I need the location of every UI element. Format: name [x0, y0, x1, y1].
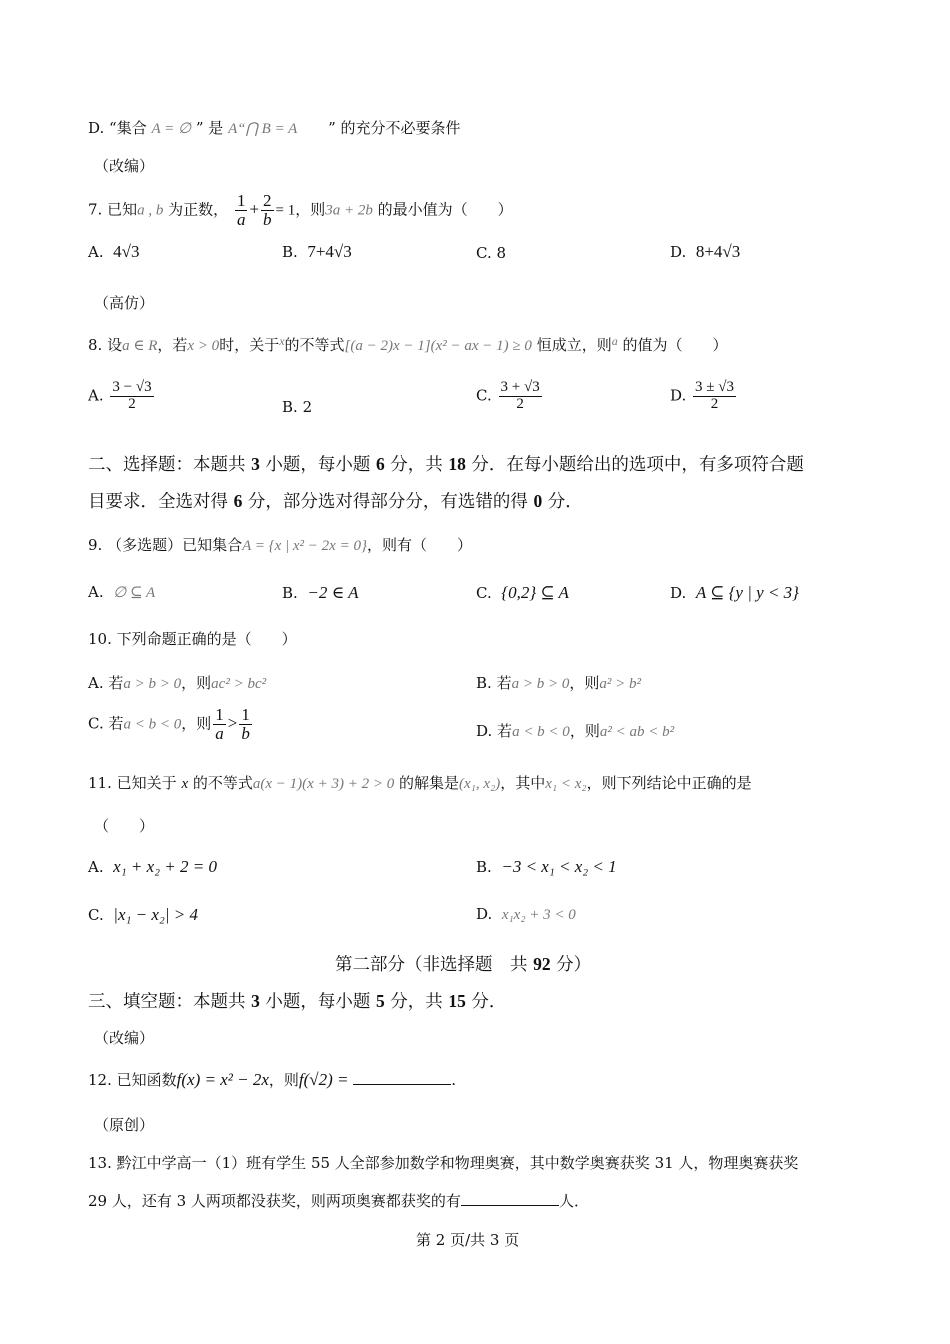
- q7-option-a: A. 4√3: [88, 242, 140, 261]
- math-expression: A = {x | x² − 2x = 0}: [242, 538, 367, 554]
- q11-option-c: C. |x₁ − x₂| > 4: [88, 905, 198, 924]
- section-3-heading: 三、填空题：本题共 3 小题，每小题 5 分，共 15 分．: [88, 991, 507, 1012]
- q8-option-d: D. $\frac{3 \pm √3}{2}$: [670, 379, 735, 412]
- q10-option-a: A. 若a > b > 0，则ac² > bc²: [88, 674, 267, 692]
- q8-option-a: A. $\frac{3 - √3}{2}$: [88, 379, 152, 412]
- fraction: $\frac{3 \pm √3}{2}$: [695, 379, 735, 412]
- q7-option-b: B. 7+4√3: [282, 242, 352, 261]
- q10-option-c: C. 若a < b < 0，则 $\frac{1}{a}$ > $\frac{1}{b}$: [88, 705, 250, 743]
- question-number: 7.: [88, 200, 103, 219]
- question-number: 9.: [88, 536, 103, 554]
- q9-option-d: D. A ⊆ {y | y < 3}: [670, 583, 799, 602]
- math-expression: a ∈ R: [122, 338, 158, 354]
- question-number: 10.: [88, 630, 112, 648]
- text: ” 的充分不必要条件: [328, 119, 461, 137]
- fraction: $\frac{3 - √3}{2}$: [112, 379, 152, 412]
- answer-blank[interactable]: [353, 1070, 451, 1085]
- math-expression: 3a + 2b: [325, 202, 373, 219]
- page-number-footer: 第 2 页/共 3 页: [416, 1231, 520, 1249]
- q6-option-d: [88, 117, 461, 138]
- text: 为正数，: [168, 200, 229, 219]
- section-2-heading-line2: 目要求．全选对得 6 分，部分选对得部分分，有选错的得 0 分．: [88, 491, 583, 512]
- question-number: 11.: [88, 774, 112, 792]
- math-expression: a , b: [137, 202, 164, 219]
- q13-stem-line1: 13. 黔江中学高一（1）班有学生 55 人全部参加数学和物理奥赛，其中数学奥赛获奖 31 人，物理奥赛获奖: [88, 1154, 799, 1172]
- q13-tag: （原创）: [94, 1116, 155, 1134]
- part-2-heading: 第二部分（非选择题 共 92 分）: [335, 954, 592, 975]
- question-number: 12.: [88, 1071, 112, 1089]
- text: “集合: [109, 119, 147, 137]
- q8-stem: 8. 设a ∈ R，若x > 0时，关于$^x$的不等式[(a − 2)x − 1](x² − ax − 1) ≥ 0 恒成立，则$^a$ 的值为（ ）: [88, 334, 728, 354]
- section-2-heading-line1: 二、选择题：本题共 3 小题，每小题 6 分，共 18 分．在每小题给出的选项中，有多项符合题: [88, 454, 804, 475]
- text: 已知: [107, 200, 138, 219]
- q10-option-d: D. 若a < b < 0，则a² < ab < b²: [476, 722, 675, 740]
- q11-option-a: A. x₁ + x₂ + 2 = 0: [88, 857, 217, 876]
- q9-option-c: C. {0,2} ⊆ A: [476, 583, 569, 602]
- math-variable: x: [279, 334, 285, 348]
- math-variable: a: [611, 334, 618, 348]
- question-number: 8.: [88, 336, 103, 354]
- math-expression: x > 0: [187, 338, 220, 354]
- math-expression: A = ∅: [151, 121, 192, 137]
- q8-option-b: B. 2: [282, 398, 313, 416]
- q11-stem: 11. 已知关于 x 的不等式a(x − 1)(x + 3) + 2 > 0 的解集是(x₁, x₂)，其中x₁ < x₂，则下列结论中正确的是: [88, 774, 752, 792]
- q12-tag: （改编）: [94, 1029, 155, 1047]
- fraction: $\frac{2}{b}$: [263, 191, 272, 229]
- q7-option-c: C. 8: [476, 244, 507, 262]
- answer-blank[interactable]: [461, 1191, 559, 1206]
- text: 的最小值为（ ）: [377, 200, 513, 219]
- q11-option-d: D. x₁x₂ + 3 < 0: [476, 905, 576, 923]
- fraction: $\frac{1}{a}$: [236, 191, 246, 229]
- q13-stem-line2: 29 人，还有 3 人两项都没获奖，则两项奥赛都获奖的有 人．: [88, 1192, 589, 1210]
- question-number: 13.: [88, 1154, 112, 1172]
- q11-option-b: B. −3 < x₁ < x₂ < 1: [476, 857, 617, 876]
- fraction: $\frac{3 + √3}{2}$: [500, 379, 540, 412]
- q9-option-b: B. −2 ∈ A: [282, 583, 359, 602]
- q7-stem: 7. 已知a , b 为正数， $\frac{1}{a}$ + $\frac{2}{b}$ = 1，则3a + 2b 的最小值为（ ）: [88, 191, 513, 229]
- math-expression: [(a − 2)x − 1](x² − ax − 1) ≥ 0: [344, 338, 532, 354]
- q10-stem: 10. 下列命题正确的是（ ）: [88, 630, 297, 648]
- q8-tag: （高仿）: [94, 294, 155, 312]
- option-label: D.: [88, 119, 105, 137]
- q12-stem: 12. 已知函数f(x) = x² − 2x，则f(√2) = .: [88, 1070, 457, 1089]
- text: ，则: [295, 200, 326, 219]
- q10-option-b: B. 若a > b > 0，则a² > b²: [476, 674, 641, 692]
- text: ” 是: [195, 119, 224, 137]
- q9-option-a: A. ∅ ⊆ A: [88, 583, 156, 601]
- q7-tag: （改编）: [94, 157, 155, 175]
- q11-paren: （ ）: [94, 817, 155, 835]
- q9-stem: 9. （多选题）已知集合A = {x | x² − 2x = 0}，则有（ ）: [88, 536, 472, 554]
- q7-option-d: D. 8+4√3: [670, 242, 741, 261]
- math-expression: A“⋂ B = A: [228, 121, 298, 137]
- q8-option-c: C. $\frac{3 + √3}{2}$: [476, 379, 540, 412]
